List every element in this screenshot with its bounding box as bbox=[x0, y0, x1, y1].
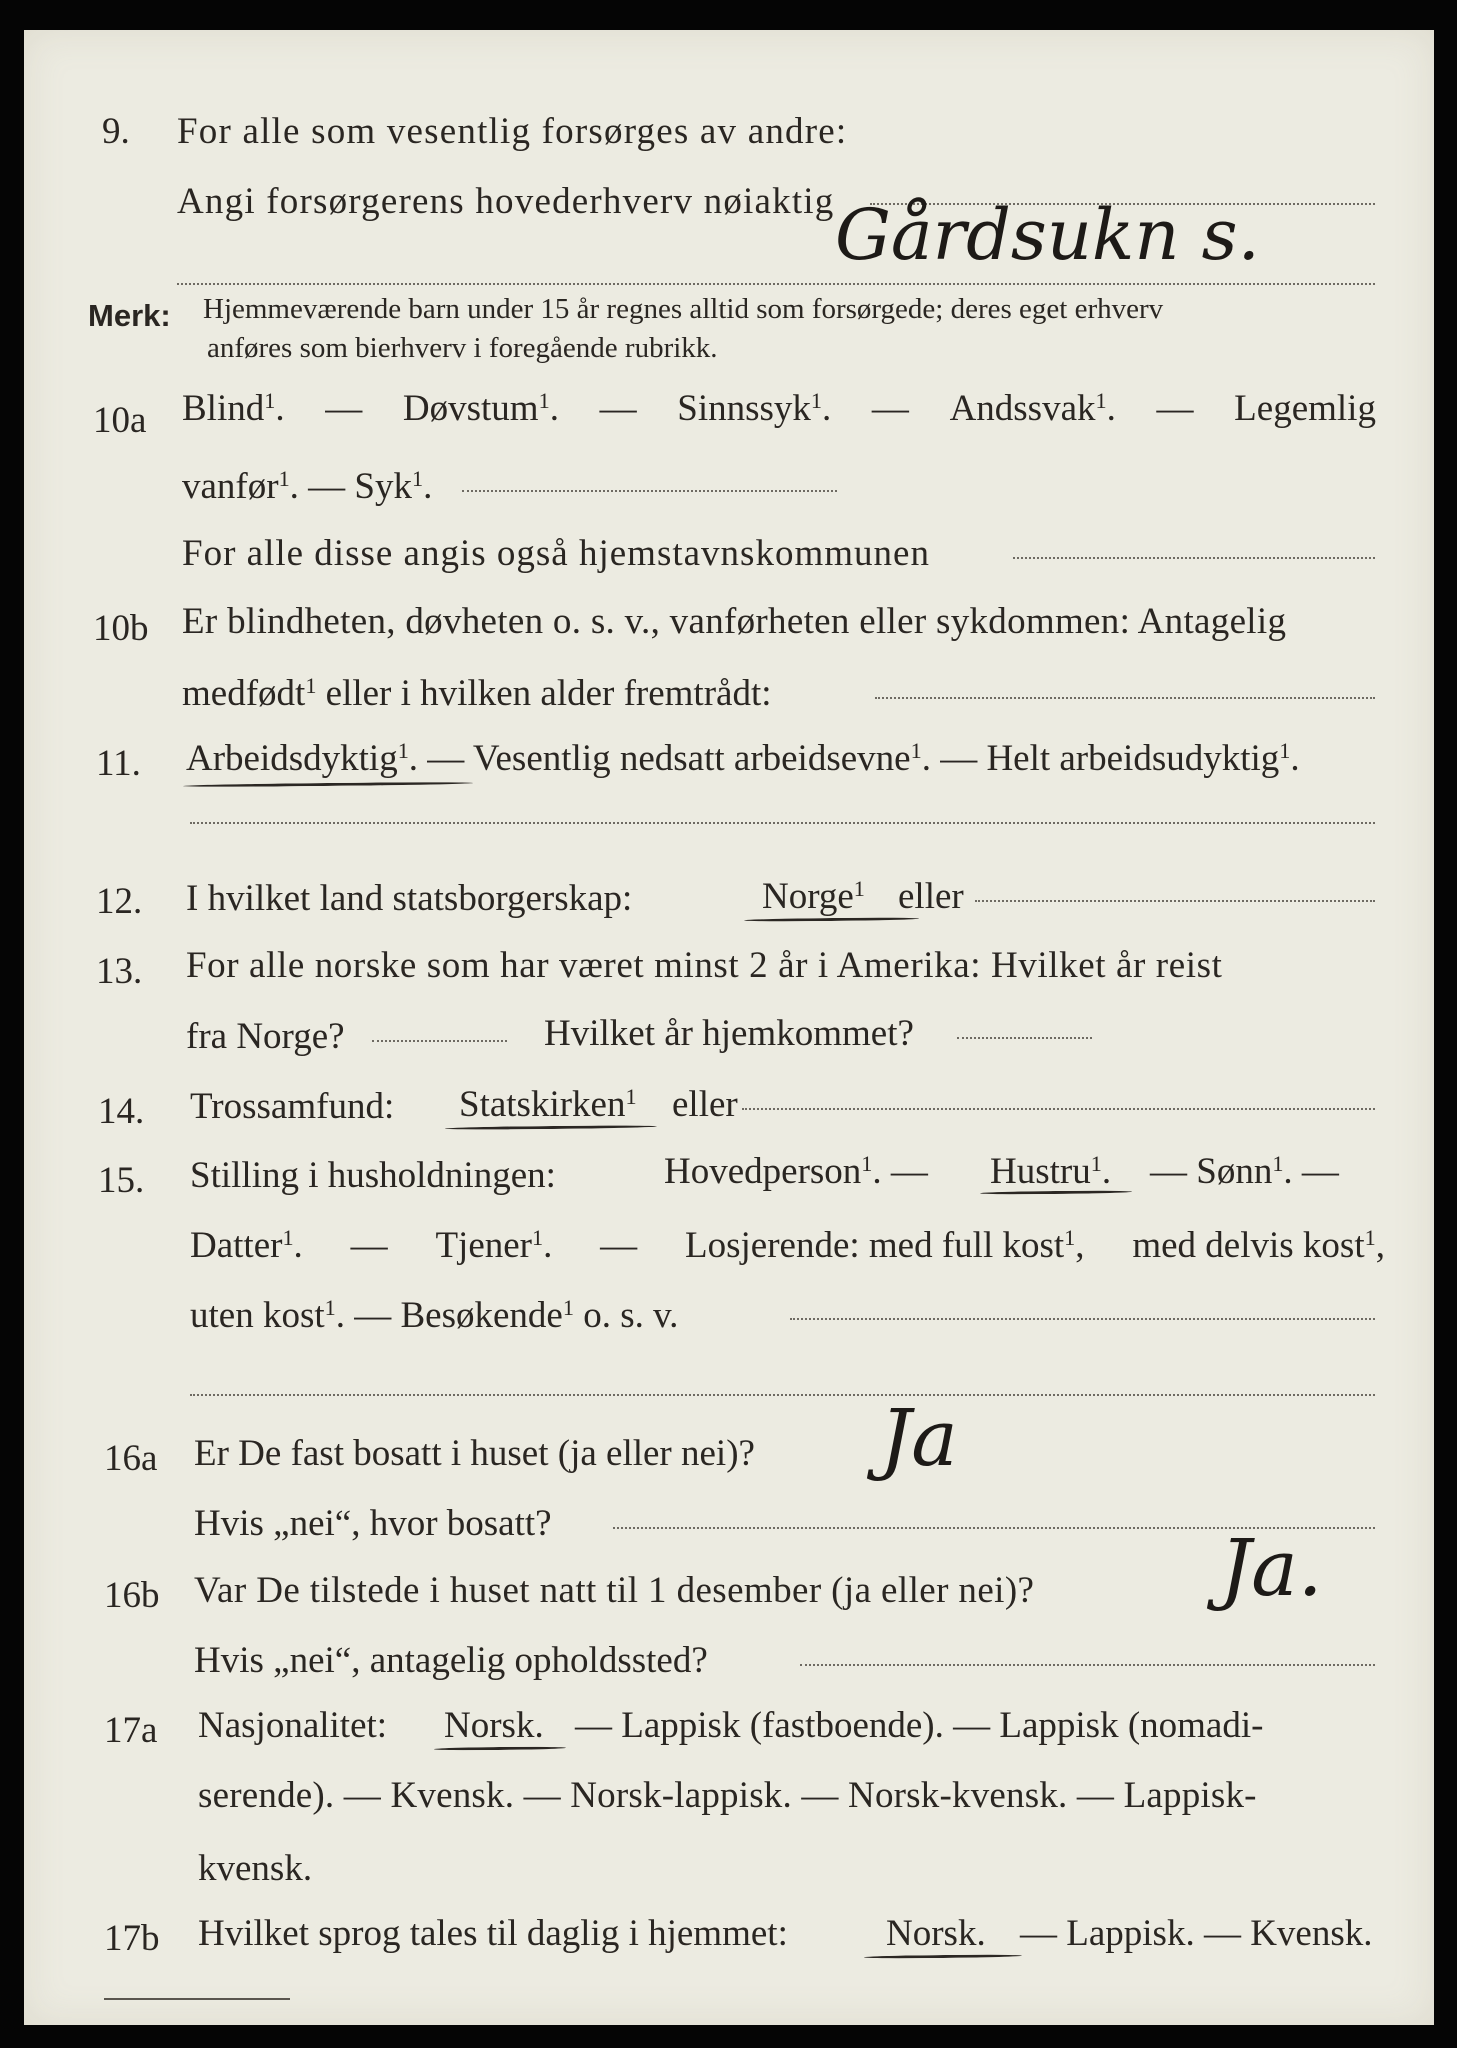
q10a-dovstum: Døvstum$^1$. bbox=[402, 387, 559, 429]
q13-number: 13. bbox=[96, 951, 143, 992]
merk-label: Merk: bbox=[88, 298, 171, 333]
q17a-line2: serende). — Kvensk. — Norsk-lappisk. — Norsk-kvensk. — Lappisk- bbox=[198, 1775, 1257, 1816]
q16b-handwritten-answer: Ja. bbox=[1220, 1524, 1323, 1614]
q17a-line1-rest: — Lappisk (fastboende). — Lappisk (nomadi- bbox=[575, 1705, 1264, 1746]
q15-hustru: Hustru$^1$. bbox=[990, 1150, 1112, 1192]
q16b-dotted-fill bbox=[800, 1664, 1375, 1666]
q10a-sinnssyk: Sinnssyk$^1$. bbox=[677, 387, 832, 429]
q15-hovedperson: Hovedperson$^1$. — bbox=[664, 1150, 928, 1192]
q17a-nasjonalitet: Nasjonalitet: bbox=[198, 1705, 388, 1746]
q9-number: 9. bbox=[102, 111, 130, 152]
q10a-dotted-fill bbox=[462, 490, 837, 492]
merk-line2: anføres som bierhverv i foregående rubrikk. bbox=[207, 332, 718, 364]
q13-reist: fra Norge? bbox=[186, 1016, 345, 1057]
q10b-line1: Er blindheten, døvheten o. s. v., vanførheten eller sykdommen: Antagelig bbox=[182, 601, 1287, 642]
q10b-number: 10b bbox=[93, 608, 149, 649]
q14-statskirken: Statskirken$^1$ bbox=[459, 1083, 637, 1125]
q15-line2: Datter$^1$. — Tjener$^1$. — Losjerende: med full kost$^1$, med delvis kost$^1$, bbox=[190, 1224, 1385, 1266]
q10a-line2: vanfør$^1$. — Syk$^1$. bbox=[182, 465, 433, 507]
q10a-andssvak: Andssvak$^1$. bbox=[949, 387, 1116, 429]
q15-sonn: — Sønn$^1$. — bbox=[1150, 1150, 1339, 1192]
q16a-number: 16a bbox=[104, 1438, 158, 1479]
q14-text: Trossamfund: bbox=[190, 1086, 395, 1127]
q14-number: 14. bbox=[98, 1091, 145, 1132]
q11-number: 11. bbox=[96, 743, 141, 784]
q17b-rest: — Lappisk. — Kvensk. bbox=[1020, 1913, 1373, 1954]
q12-dotted-fill bbox=[975, 900, 1375, 902]
q10a-line1: Blind$^1$. — Døvstum$^1$. — Sinnssyk$^1$. — Andssvak$^1$. — Legemlig bbox=[182, 387, 1376, 429]
q16a-line2: Hvis „nei“, hvor bosatt? bbox=[194, 1503, 552, 1544]
q10b-dotted-fill bbox=[875, 697, 1375, 699]
q17b-text: Hvilket sprog tales til daglig i hjemmet: bbox=[198, 1913, 788, 1954]
q14-dotted-fill bbox=[742, 1108, 1375, 1110]
q17a-number: 17a bbox=[104, 1710, 158, 1751]
q11-line1: Arbeidsdyktig$^1$. — Vesentlig nedsatt arbeidsevne$^1$. — Helt arbeidsudyktig$^1$. bbox=[186, 737, 1300, 779]
q12-eller: eller bbox=[898, 876, 964, 917]
q9-line2: Angi forsørgerens hovederhverv nøiaktig bbox=[177, 181, 835, 222]
q10b-line2: medfødt$^1$ eller i hvilken alder fremtrådt: bbox=[182, 672, 772, 714]
q15-stilling: Stilling i husholdningen: bbox=[190, 1155, 556, 1196]
merk-line1: Hjemmeværende barn under 15 år regnes alltid som forsørgede; deres eget erhverv bbox=[203, 293, 1164, 325]
q10a-number: 10a bbox=[93, 400, 147, 441]
q11-answer-line bbox=[190, 822, 1375, 824]
q16b-number: 16b bbox=[104, 1575, 160, 1616]
q10a-blind: Blind$^1$. bbox=[182, 387, 285, 429]
q12-norge: Norge$^1$ bbox=[762, 875, 865, 917]
q10a-legemlig: Legemlig bbox=[1234, 388, 1376, 429]
q9-line1: For alle som vesentlig forsørges av andre: bbox=[177, 111, 848, 152]
q15-line3: uten kost$^1$. — Besøkende$^1$ o. s. v. bbox=[190, 1294, 679, 1336]
q9-answer-line bbox=[177, 283, 1375, 285]
q15-number: 15. bbox=[98, 1160, 145, 1201]
q12-number: 12. bbox=[96, 881, 143, 922]
q16b-line2: Hvis „nei“, antagelig opholdssted? bbox=[194, 1640, 708, 1681]
footnote-rule bbox=[104, 1998, 290, 2000]
q9-handwritten-answer: Gårdsukn s. bbox=[835, 194, 1260, 276]
q16a-handwritten-answer: Ja bbox=[880, 1394, 958, 1484]
q15-dotted-fill bbox=[790, 1318, 1375, 1320]
q15-answer-line bbox=[190, 1394, 1375, 1396]
q16b-line1: Var De tilstede i huset natt til 1 desember (ja eller nei)? bbox=[194, 1570, 1035, 1611]
q13-hjemkommet: Hvilket år hjemkommet? bbox=[544, 1013, 914, 1054]
q14-eller: eller bbox=[672, 1084, 738, 1125]
q13-line1: For alle norske som har været minst 2 år i Amerika: Hvilket år reist bbox=[186, 945, 1223, 986]
q17a-line3: kvensk. bbox=[198, 1848, 313, 1889]
q17b-number: 17b bbox=[104, 1918, 160, 1959]
q17a-norsk: Norsk. bbox=[444, 1705, 544, 1746]
q12-text: I hvilket land statsborgerskap: bbox=[186, 878, 633, 919]
q16a-line1: Er De fast bosatt i huset (ja eller nei)? bbox=[194, 1433, 755, 1474]
q10a-line3: For alle disse angis også hjemstavnskommunen bbox=[182, 533, 930, 574]
q13-reist-fill bbox=[372, 1040, 507, 1042]
q10a-hjemstavn-fill bbox=[1013, 557, 1375, 559]
q17b-norsk: Norsk. bbox=[886, 1913, 986, 1954]
q13-hjemkommet-fill bbox=[957, 1037, 1092, 1039]
